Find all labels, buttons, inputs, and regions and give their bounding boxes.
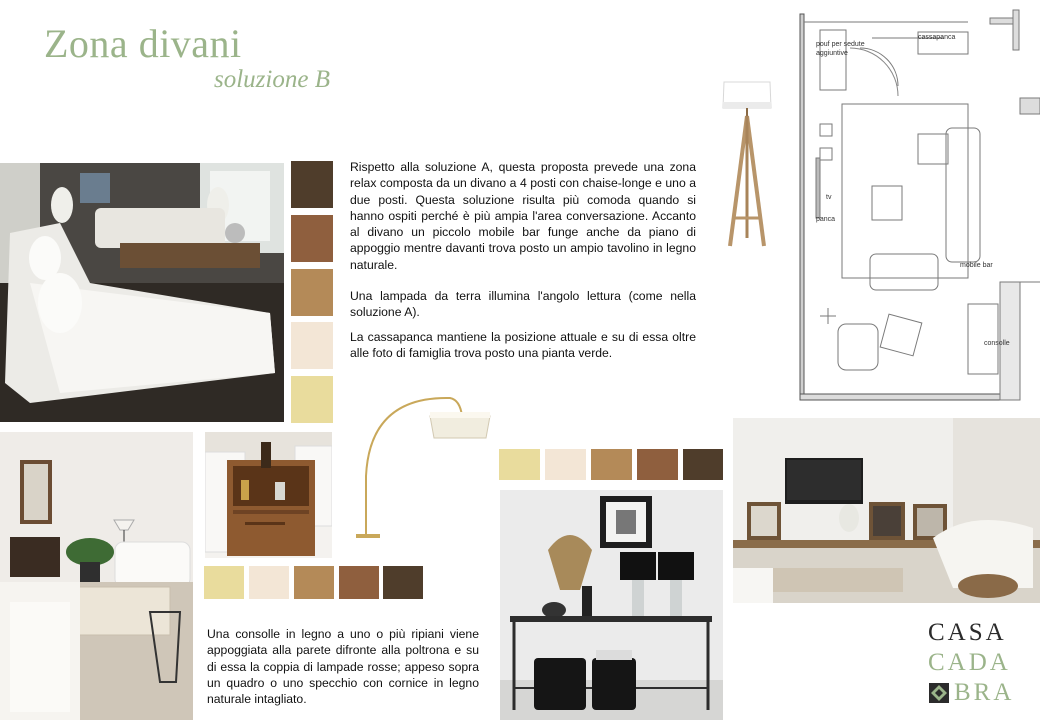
plan-label-panca: panca xyxy=(816,216,836,223)
color-swatch xyxy=(249,566,289,599)
color-swatch xyxy=(204,566,244,599)
console-table-photo xyxy=(500,490,723,720)
floor-plan-drawing xyxy=(798,8,1040,406)
consolle-paragraph: Una consolle in legno a uno o più ripiani viene appoggiata alla parete difronte alla poltrona e su di essa la coppia di lampade rosse; appeso sopra un quadro o uno specchio con cornice in legno naturale intagliato. xyxy=(207,627,479,707)
color-swatch xyxy=(683,449,723,480)
page-title: Zona divani xyxy=(44,21,242,66)
page-subtitle: soluzione B xyxy=(214,66,330,93)
description-paragraph-1: Rispetto alla soluzione A, questa proposta prevede una zona relax composta da un divano a 4 posti con chaise-longe e uno a due posti. Questa soluzione risulta più comoda quando si hanno ospiti perché è più ampia l'area conversazione. Accanto al divano un piccolo mobile bar funge anche da piano di appoggio mentre davanti trova posto un ampio tavolino in legno naturale. xyxy=(350,160,696,272)
plan-label-tv: tv xyxy=(826,194,832,201)
logo-line-3: BRA xyxy=(954,679,1015,706)
color-swatch xyxy=(291,322,333,369)
description-paragraph-2: Una lampada da terra illumina l'angolo lettura (come nella soluzione A). xyxy=(350,289,696,320)
plan-label-mobile-bar: mobile bar xyxy=(960,262,993,269)
bar-cabinet-photo xyxy=(205,432,332,558)
sofa-photo xyxy=(0,163,284,422)
plan-label-cassapanca: cassapanca xyxy=(918,34,956,41)
casa-cada-bra-logo xyxy=(928,618,1015,708)
color-swatch xyxy=(637,449,678,480)
color-swatch xyxy=(545,449,586,480)
logo-ornament-icon xyxy=(928,682,950,704)
color-swatch xyxy=(291,215,333,262)
color-swatch xyxy=(339,566,379,599)
color-swatch xyxy=(291,161,333,208)
logo-line-2: CADA xyxy=(928,649,1011,676)
tripod-floor-lamp-image xyxy=(716,78,778,250)
plan-label-consolle: consolle xyxy=(984,340,1010,347)
plan-label-pouf: pouf per sedute aggiuntive xyxy=(816,41,865,57)
color-swatch xyxy=(499,449,540,480)
description-paragraph-3: La cassapanca mantiene la posizione attuale e su di essa oltre alle foto di famiglia trova posto una pianta verde. xyxy=(350,330,696,361)
color-swatch xyxy=(591,449,632,480)
color-swatch xyxy=(291,376,333,423)
arc-floor-lamp-image xyxy=(340,386,500,540)
color-swatch xyxy=(291,269,333,316)
color-swatch xyxy=(294,566,334,599)
color-swatch xyxy=(383,566,423,599)
logo-line-3-wrap xyxy=(928,678,1015,708)
logo-line-1: CASA xyxy=(928,619,1007,646)
tv-wall-photo xyxy=(733,418,1040,603)
living-room-photo xyxy=(0,432,193,720)
